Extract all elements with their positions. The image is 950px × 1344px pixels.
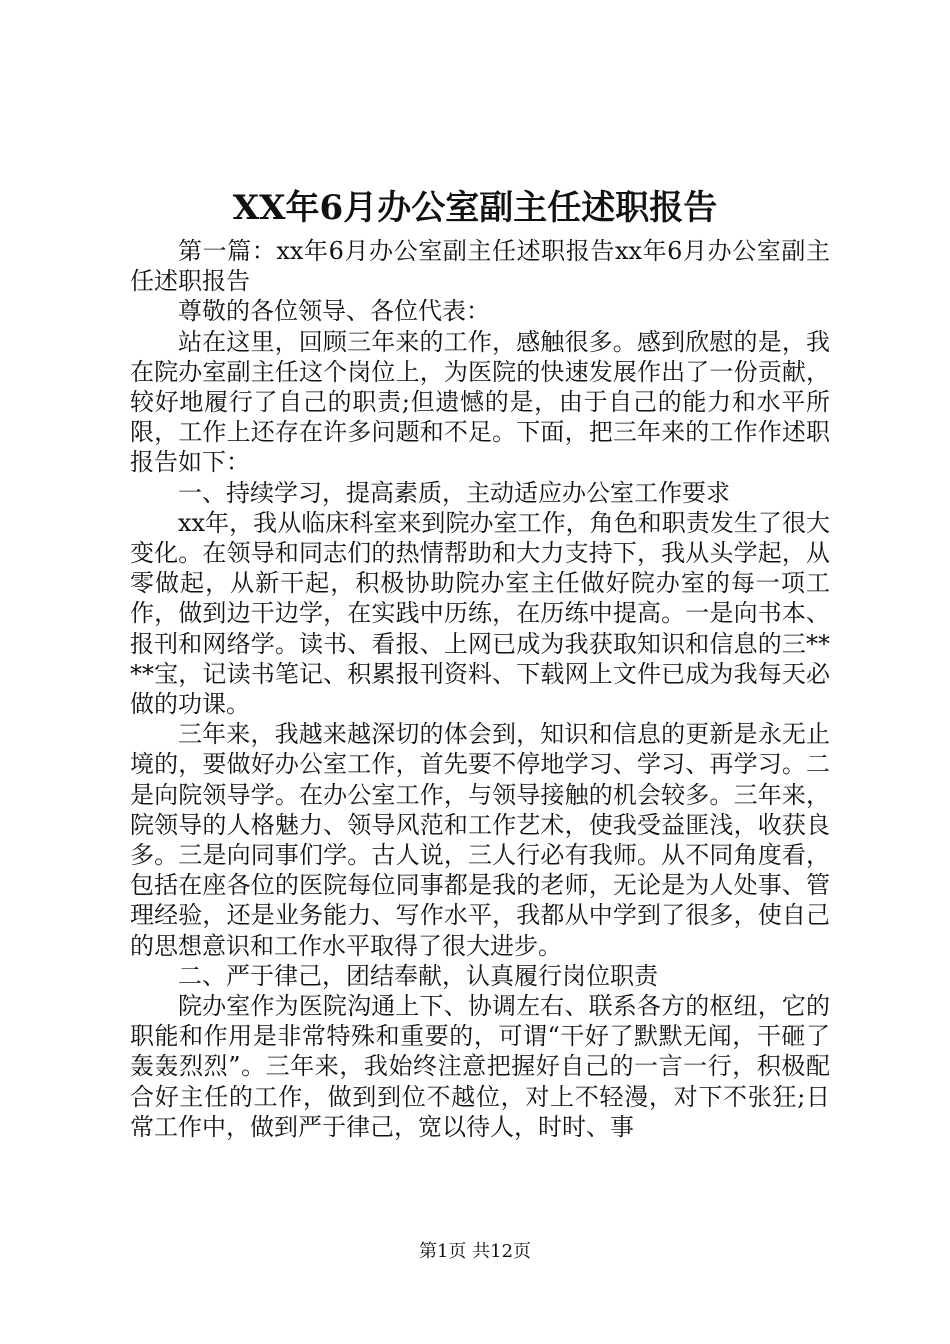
section-heading-1: 一、持续学习，提高素质，主动适应办公室工作要求 — [178, 478, 730, 507]
paragraph-heading-intro: 第一篇：xx年6月办公室副主任述职报告xx年6月办公室副主任述职报告 — [130, 237, 830, 296]
paragraph-salutation: 尊敬的各位领导、各位代表： — [178, 297, 490, 326]
document-title: XX年6月办公室副主任述职报告 — [232, 188, 718, 228]
document-body — [130, 236, 830, 1142]
paragraph-opening: 站在这里，回顾三年来的工作，感触很多。感到欣慰的是，我在院办室副主任这个岗位上，为医院的快速发展作出了一份贡献，较好地履行了自己的职责;但遗憾的是，由于自己的能力和水平所限，工作上还存在许多问题和不足。下面，把三年来的工作作述职报告如下： — [130, 327, 830, 477]
paragraph-office-role: 院办室作为医院沟通上下、协调左右、联系各方的枢纽，它的职能和作用是非常特殊和重要的，可谓“干好了默默无闻，干砸了轰轰烈烈”。三年来，我始终注意把握好自己的一言一行，积极配合好主任的工作，做到到位不越位，对上不轻漫，对下不张狂;日常工作中，做到严于律己，宽以待人，时时、事 — [130, 992, 830, 1141]
paragraph-three-years: 三年来，我越来越深切的体会到，知识和信息的更新是永无止境的，要做好办公室工作，首先要不停地学习、学习、再学习。二是向院领导学。在办公室工作，与领导接触的机会较多。三年来，院领导的人格魅力、领导风范和工作艺术，使我受益匪浅，收获良多。三是向同事们学。古人说，三人行必有我师。从不同角度看，包括在座各位的医院每位同事都是我的老师，无论是为人处事、管理经验，还是业务能力、写作水平，我都从中学到了很多，使自己的思想意识和工作水平取得了很大进步。 — [130, 720, 830, 960]
section-heading-2: 二、严于律己，团结奉献，认真履行岗位职责 — [178, 961, 658, 990]
paragraph-learning: xx年，我从临床科室来到院办室工作，角色和职责发生了很大变化。在领导和同志们的热情帮助和大力支持下，我从头学起，从零做起，从新干起，积极协助院办室主任做好院办室的每一项工作，做到边干边学，在实践中历练，在历练中提高。一是向书本、报刊和网络学。读书、看报、上网已成为我获取知识和信息的三****宝，记读书笔记、积累报刊资料、下载网上文件已成为我每天必做的功课。 — [130, 508, 830, 719]
page-footer: 第1页 共12页 — [418, 1241, 532, 1262]
